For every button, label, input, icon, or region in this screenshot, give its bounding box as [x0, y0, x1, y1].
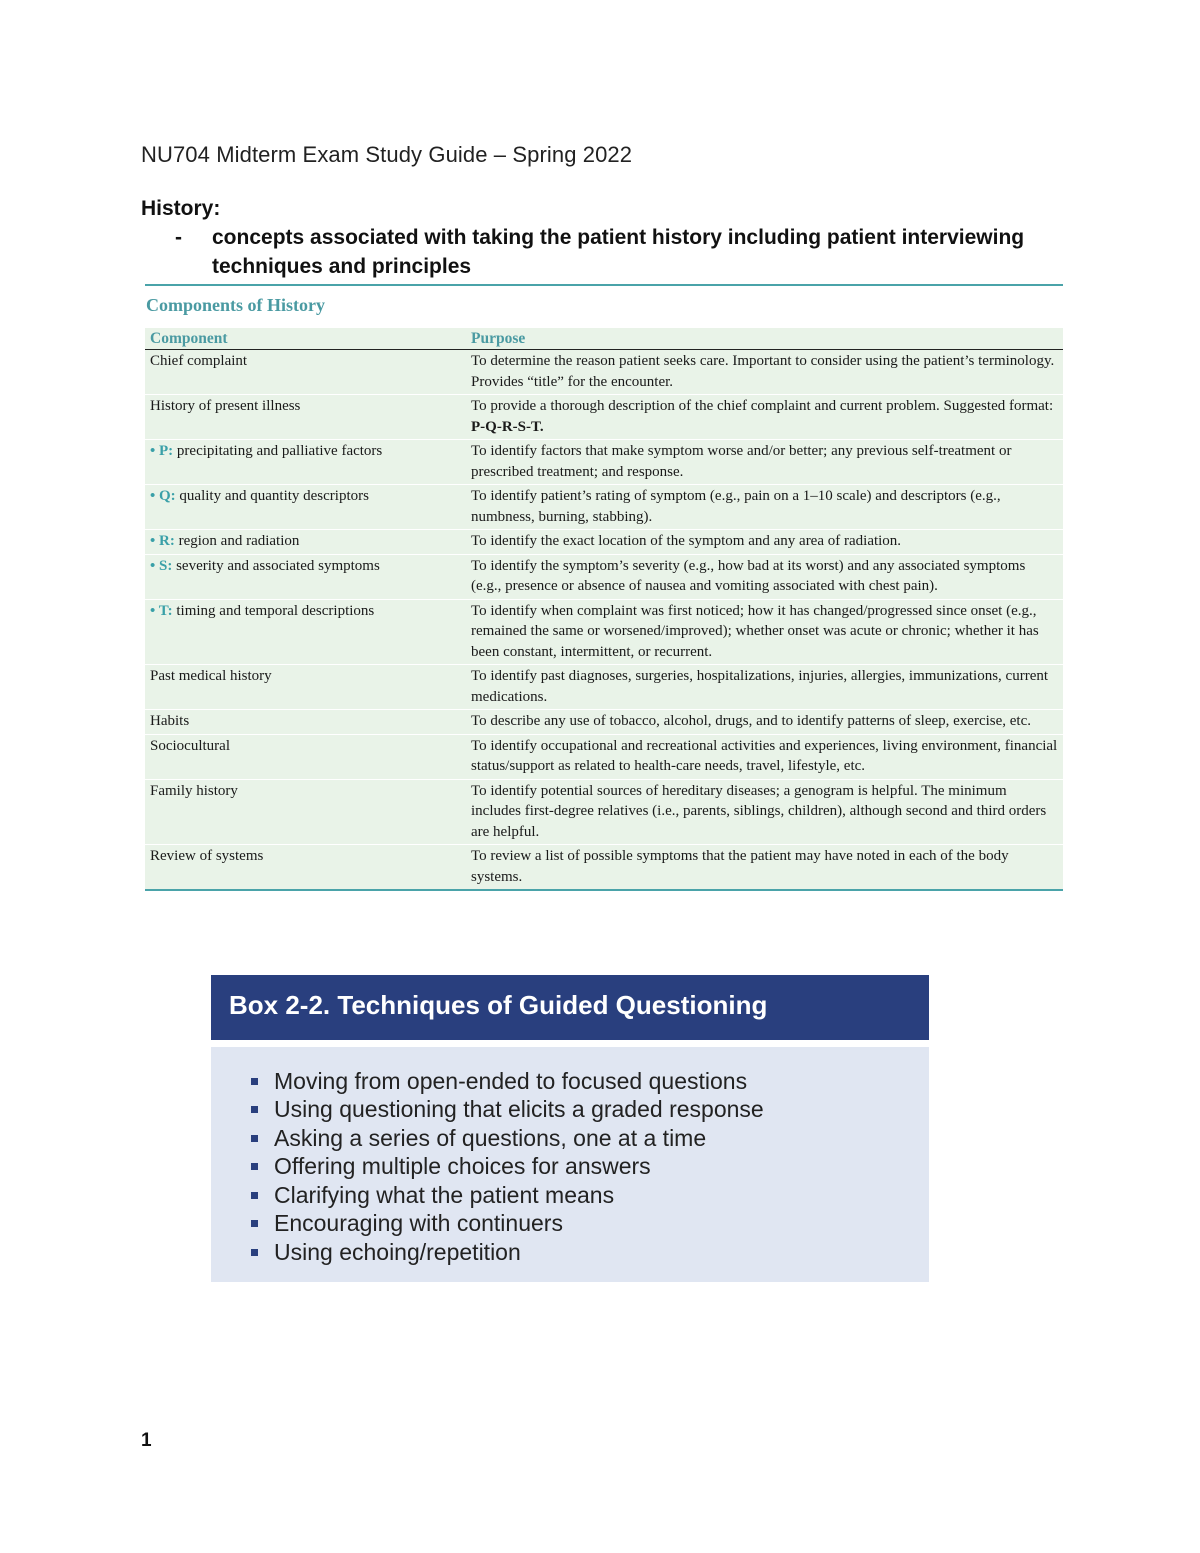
purpose-cell: To identify potential sources of hereditary diseases; a genogram is helpful. The minimum includes first-degree relatives (i.e., parents, siblings, children), although second and third orders are helpful. [466, 779, 1063, 845]
component-text: severity and associated symptoms [176, 557, 380, 574]
square-bullet-icon [251, 1106, 258, 1113]
pqrst-letter: • P: [150, 443, 174, 459]
table-row [145, 599, 1063, 665]
pqrst-letter: • S: [150, 557, 173, 574]
header-purpose: Purpose [466, 328, 1063, 350]
component-cell: Review of systems [145, 845, 466, 891]
component-cell [145, 440, 466, 485]
square-bullet-icon [251, 1078, 258, 1085]
table-header-row [145, 328, 1063, 350]
table-row [145, 734, 1063, 779]
list-item [251, 1153, 929, 1182]
table-row [145, 845, 1063, 891]
table-row [145, 665, 1063, 710]
component-cell: Sociocultural [145, 734, 466, 779]
component-text: quality and quantity descriptors [179, 488, 369, 504]
bullet-dash: - [175, 226, 182, 249]
list-item-text: Asking a series of questions, one at a time [274, 1124, 707, 1151]
list-item [251, 1238, 929, 1267]
component-cell: Family history [145, 779, 466, 845]
table-row [145, 485, 1063, 530]
list-item-text: Encouraging with continuers [274, 1210, 563, 1237]
purpose-cell: To identify the symptom’s severity (e.g., how bad at its worst) and any associated symptoms (e.g., presence or absence of nausea and vomiting associated with chest pain). [466, 554, 1063, 599]
purpose-cell: To identify the exact location of the symptom and any area of radiation. [466, 530, 1063, 555]
list-item [251, 1067, 929, 1096]
purpose-cell: To determine the reason patient seeks care. Important to consider using the patient’s terminology. Provides “title” for the encounter. [466, 350, 1063, 395]
table-row [145, 440, 1063, 485]
header-component: Component [145, 328, 466, 350]
figure-title: Components of History [146, 295, 325, 315]
bullet-text: concepts associated with taking the patient history including patient interviewing techniques and principles [212, 226, 1025, 278]
box-title: Box 2-2. Techniques of Guided Questioning [211, 975, 929, 1040]
component-cell [145, 554, 466, 599]
table-row [145, 554, 1063, 599]
purpose-cell: To identify factors that make symptom worse and/or better; any previous self-treatment or prescribed treatment; and response. [466, 440, 1063, 485]
component-text: region and radiation [178, 533, 300, 549]
square-bullet-icon [251, 1135, 258, 1142]
guided-questioning-box [211, 975, 929, 1282]
list-item [251, 1096, 929, 1125]
component-cell: Habits [145, 710, 466, 735]
table-row [145, 350, 1063, 395]
purpose-cell: To identify past diagnoses, surgeries, hospitalizations, injuries, allergies, immunizations, current medications. [466, 665, 1063, 710]
purpose-cell: To review a list of possible symptoms that the patient may have noted in each of the body systems. [466, 845, 1063, 891]
topic-bullet [175, 223, 1035, 281]
component-cell: Past medical history [145, 665, 466, 710]
component-cell [145, 485, 466, 530]
purpose-text: To provide a thorough description of the chief complaint and current problem. Suggested format: [471, 398, 1054, 414]
components-of-history-figure [145, 284, 1063, 891]
pqrst-letter: • R: [150, 533, 175, 549]
list-item-text: Moving from open-ended to focused questions [274, 1067, 748, 1094]
pqrst-letter: • Q: [150, 488, 176, 504]
table-row [145, 530, 1063, 555]
purpose-cell: To identify when complaint was first noticed; how it has changed/progressed since onset (e.g., remained the same or worsened/improved); whether onset was acute or chronic; whether it has been constant, intermittent, or recurrent. [466, 599, 1063, 665]
purpose-cell: To identify occupational and recreational activities and experiences, living environment, financial status/support as related to health-care needs, travel, lifestyle, etc. [466, 734, 1063, 779]
pqrst-letter: • T: [150, 602, 173, 619]
component-cell: Chief complaint [145, 350, 466, 395]
list-item-text: Using questioning that elicits a graded response [274, 1096, 764, 1123]
purpose-cell: To describe any use of tobacco, alcohol, drugs, and to identify patterns of sleep, exercise, etc. [466, 710, 1063, 735]
list-item [251, 1181, 929, 1210]
purpose-cell [466, 395, 1063, 440]
table-row [145, 710, 1063, 735]
pqrst-format: P-Q-R-S-T. [471, 418, 544, 435]
square-bullet-icon [251, 1192, 258, 1199]
square-bullet-icon [251, 1249, 258, 1256]
page-number: 1 [141, 1430, 152, 1451]
purpose-cell: To identify patient’s rating of symptom (e.g., pain on a 1–10 scale) and descriptors (e.g., numbness, burning, stabbing). [466, 485, 1063, 530]
component-cell: History of present illness [145, 395, 466, 440]
component-text: precipitating and palliative factors [176, 443, 383, 459]
square-bullet-icon [251, 1163, 258, 1170]
component-text: timing and temporal descriptions [176, 602, 375, 619]
document-title: NU704 Midterm Exam Study Guide – Spring 2022 [141, 142, 633, 167]
list-item [251, 1210, 929, 1239]
list-item-text: Offering multiple choices for answers [274, 1153, 651, 1180]
component-cell [145, 530, 466, 555]
box-body [211, 1047, 929, 1282]
square-bullet-icon [251, 1220, 258, 1227]
section-heading: History: [141, 197, 221, 220]
list-item [251, 1124, 929, 1153]
component-cell [145, 599, 466, 665]
list-item-text: Using echoing/repetition [274, 1238, 521, 1265]
table-row [145, 395, 1063, 440]
table-row [145, 779, 1063, 845]
list-item-text: Clarifying what the patient means [274, 1181, 615, 1208]
history-table [145, 328, 1063, 891]
